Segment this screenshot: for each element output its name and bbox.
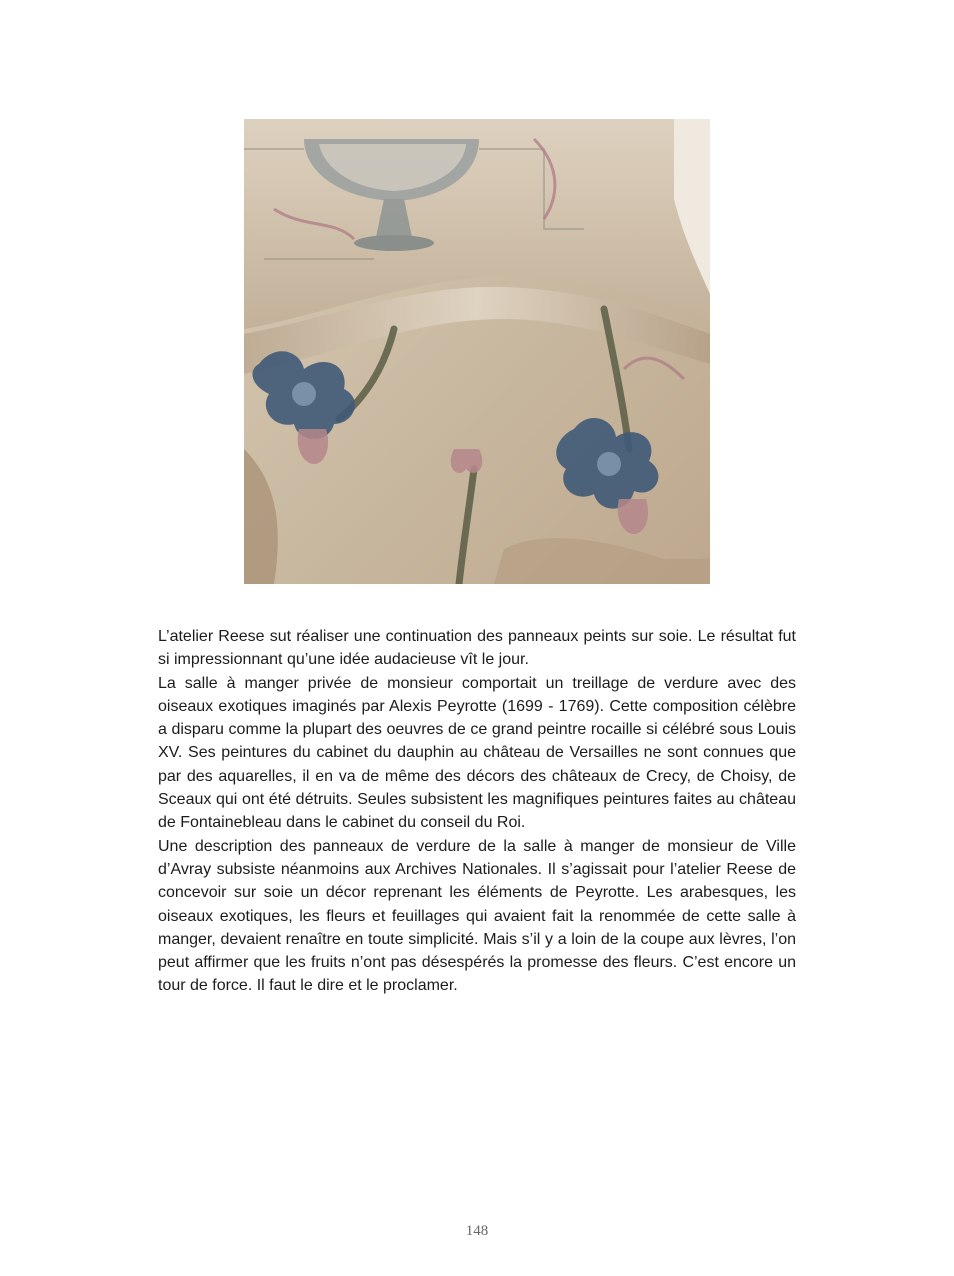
painted-silk-illustration	[244, 119, 710, 584]
paragraph-1: L’atelier Reese sut réaliser une continuation des panneaux peints sur soie. Le résultat fut si impressionnant qu’une idée audacieuse vît le jour.	[158, 628, 796, 669]
body-text	[158, 625, 796, 998]
paragraph-2: La salle à manger privée de monsieur comportait un treillage de verdure avec des oiseaux exotiques imaginés par Alexis Peyrotte (1699 - 1769). Cette composition célèbre a disparu comme la plupart des oeuvres de ce grand peintre rocaille si célébré sous Louis XV. Ses peintures du cabinet du dauphin au château de Versailles ne sont connues que par des aquarelles, il en va de même des décors des châteaux de Crecy, de Choisy, de Sceaux qui ont été détruits. Seules subsistent les magnifiques peintures faites au château de Fontainebleau dans le cabinet du conseil du Roi.	[158, 674, 796, 832]
painted-silk-photo	[244, 119, 710, 584]
page-number: 148	[465, 1223, 489, 1239]
paragraph-3: Une description des panneaux de verdure de la salle à manger de monsieur de Ville d’Avray subsiste néanmoins aux Archives Nationales. Il s’agissait pour l’atelier Reese de concevoir sur soie un décor reprenant les éléments de Peyrotte. Les arabesques, les oiseaux exotiques, les fleurs et feuillages qui avaient fait la renommée de cette salle à manger, devaient renaître en toute simplicité. Mais s’il y a loin de la coupe aux lèvres, l’on peut affirmer que les fruits n’ont pas désespérés la promesse des fleurs. C’est encore un tour de force. Il faut le dire et le proclamer.	[158, 837, 796, 995]
